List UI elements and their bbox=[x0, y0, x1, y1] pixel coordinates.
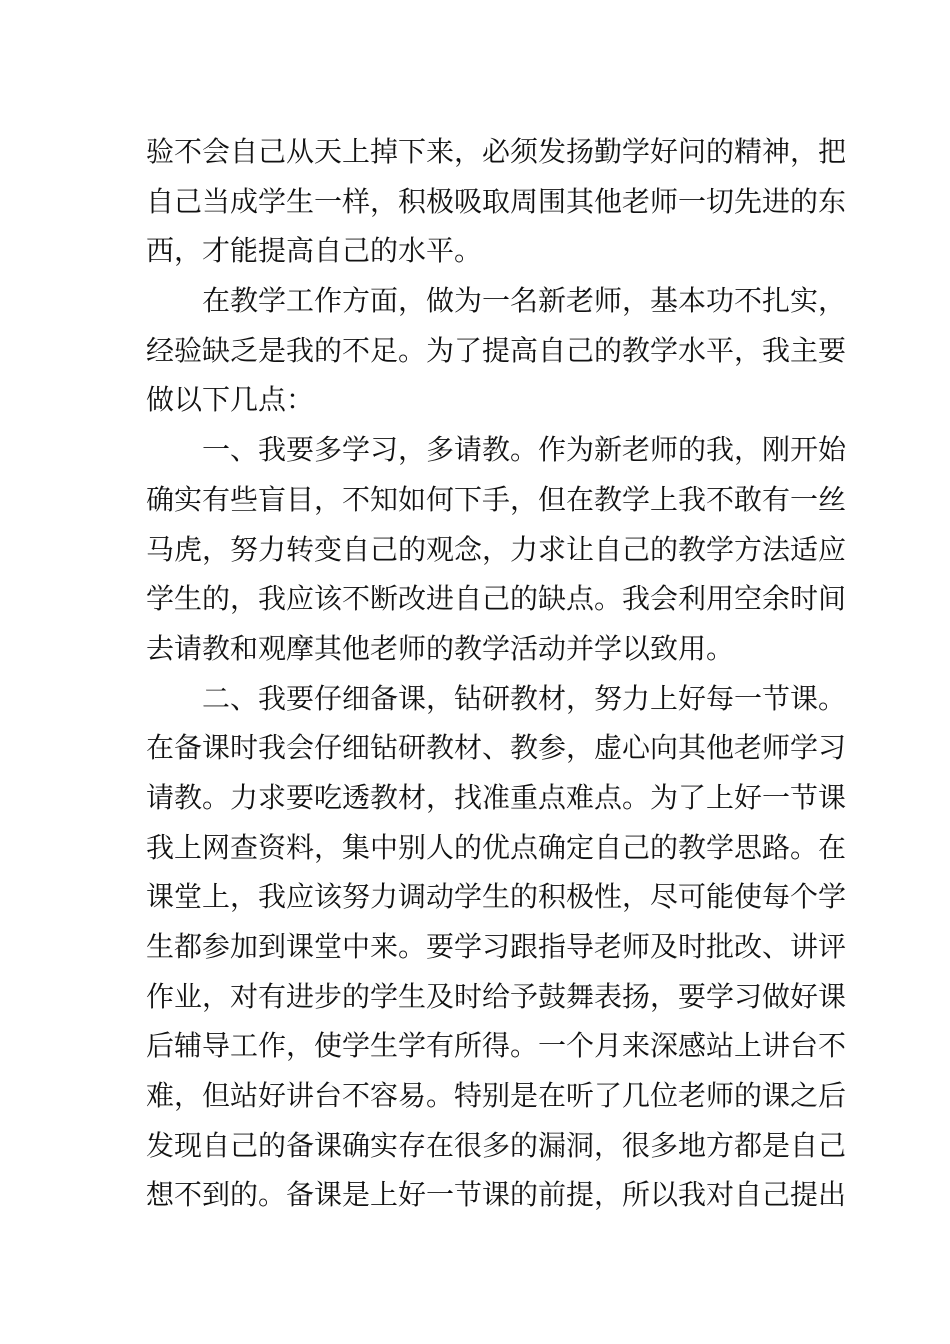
paragraph-first-line: 一、我要多学习，多请教。作为新老师的我，刚开始 bbox=[202, 433, 847, 467]
text-line: 西，才能提高自己的水平。 bbox=[146, 234, 483, 268]
text-line: 请教。力求要吃透教材，找准重点难点。为了上好一节课 bbox=[146, 780, 847, 814]
text-line: 作业，对有进步的学生及时给予鼓舞表扬，要学习做好课 bbox=[146, 979, 847, 1013]
text-line: 课堂上，我应该努力调动学生的积极性，尽可能使每个学 bbox=[146, 880, 847, 914]
text-line: 做以下几点： bbox=[146, 383, 315, 417]
text-line: 自己当成学生一样，积极吸取周围其他老师一切先进的东 bbox=[146, 184, 847, 218]
text-line: 在备课时我会仔细钻研教材、教参，虚心向其他老师学习 bbox=[146, 731, 847, 765]
text-line: 生都参加到课堂中来。要学习跟指导老师及时批改、讲评 bbox=[146, 930, 847, 963]
text-line: 后辅导工作，使学生学有所得。一个月来深感站上讲台不 bbox=[146, 1029, 847, 1063]
text-line: 想不到的。备课是上好一节课的前提，所以我对自己提出 bbox=[146, 1178, 847, 1212]
paragraph-first-line: 在教学工作方面，做为一名新老师，基本功不扎实， bbox=[202, 284, 847, 318]
text-line: 发现自己的备课确实存在很多的漏洞，很多地方都是自己 bbox=[146, 1128, 847, 1162]
text-line: 马虎，努力转变自己的观念，力求让自己的教学方法适应 bbox=[146, 532, 847, 566]
text-line: 我上网查资料，集中别人的优点确定自己的教学思路。在 bbox=[146, 830, 847, 864]
text-line: 经验缺乏是我的不足。为了提高自己的教学水平，我主要 bbox=[146, 333, 847, 367]
text-line: 难，但站好讲台不容易。特别是在听了几位老师的课之后 bbox=[146, 1079, 847, 1113]
text-line: 确实有些盲目，不知如何下手，但在教学上我不敢有一丝 bbox=[146, 482, 847, 516]
text-line: 去请教和观摩其他老师的教学活动并学以致用。 bbox=[146, 631, 735, 665]
body-text bbox=[146, 127, 847, 1220]
text-line: 验不会自己从天上掉下来，必须发扬勤学好问的精神，把 bbox=[146, 135, 847, 168]
paragraph-first-line: 二、我要仔细备课，钻研教材，努力上好每一节课。 bbox=[202, 681, 847, 715]
text-line: 学生的，我应该不断改进自己的缺点。我会利用空余时间 bbox=[146, 582, 847, 616]
